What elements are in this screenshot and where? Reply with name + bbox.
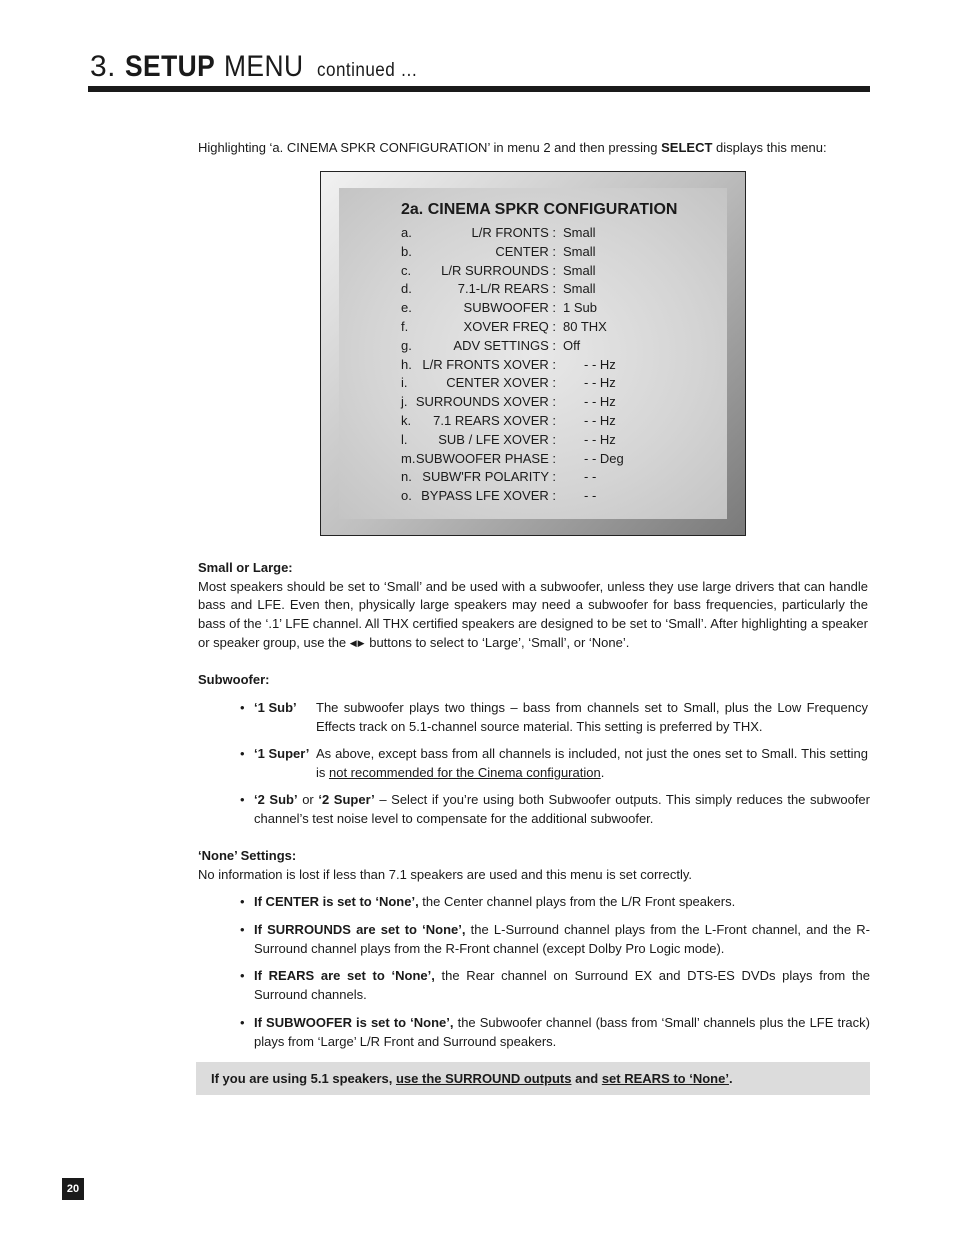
none-settings-section xyxy=(198,847,868,884)
menu-row-letter: a. xyxy=(401,225,412,240)
header-rule xyxy=(88,86,870,92)
menu-row-letter: b. xyxy=(401,243,412,259)
menu-row-label: 7.1-L/R REARS : xyxy=(457,281,556,297)
page-number: 20 xyxy=(62,1178,84,1200)
menu-title: 2a. CINEMA SPKR CONFIGURATION xyxy=(401,201,678,218)
intro-after: displays this menu: xyxy=(712,140,827,155)
none-item-text: If SUBWOOFER is set to ‘None’, the Subwoofer channel (bass from ‘Small’ channels plus the LFE track) plays from ‘Large’ L/R Front and Surround speakers. xyxy=(254,1015,870,1049)
bullet-dot: • xyxy=(240,700,245,715)
menu-row xyxy=(401,262,721,281)
menu-row-letter: k. xyxy=(401,412,412,428)
subwoofer-item-1super xyxy=(240,745,870,783)
menu-row-value: 80 THX xyxy=(563,318,607,334)
menu-row-label: SUB / LFE XOVER : xyxy=(438,431,556,447)
surround-outputs-link: use the SURROUND outputs xyxy=(395,1071,572,1086)
intro-select-keyword: SELECT xyxy=(661,140,713,155)
menu-row-label: SURROUNDS XOVER : xyxy=(415,394,556,410)
menu-rows xyxy=(401,224,721,506)
menu-row-letter: g. xyxy=(401,337,412,353)
menu-row-label: L/R SURROUNDS : xyxy=(441,262,556,278)
menu-row-value: - - Hz xyxy=(584,356,616,372)
menu-row xyxy=(401,243,721,262)
menu-row xyxy=(401,450,721,469)
menu-row-value: Small xyxy=(563,262,596,278)
none-item-rears xyxy=(240,967,870,1005)
note-box xyxy=(196,1062,870,1095)
none-settings-text: No information is lost if less than 7.1 speakers are used and this menu is set correctly. xyxy=(198,866,692,882)
menu-row-letter: c. xyxy=(401,262,412,278)
title-continued: continued … xyxy=(317,60,419,81)
menu-row-label: SUBW'FR POLARITY : xyxy=(422,469,556,485)
subwoofer-desc: The subwoofer plays two things – bass from channels set to Small, plus the Low Frequency Effects track on 5.1-channel source material. This setting is preferred by THX. xyxy=(316,700,868,734)
menu-row-label: CENTER XOVER : xyxy=(446,375,556,391)
menu-row-value: - - Hz xyxy=(584,431,616,447)
title-normal: MENU xyxy=(224,50,304,83)
menu-row-value: Small xyxy=(563,225,596,240)
menu-row-letter: d. xyxy=(401,281,412,297)
subwoofer-item-1sub xyxy=(240,699,870,737)
menu-row-label: XOVER FREQ : xyxy=(463,318,556,334)
page-header xyxy=(88,52,870,92)
subwoofer-section xyxy=(198,671,868,690)
menu-row xyxy=(401,318,721,337)
none-item-text: If REARS are set to ‘None’, the Rear channel on Surround EX and DTS-ES DVDs plays from the Surround channels. xyxy=(254,968,870,1002)
menu-row xyxy=(401,337,721,356)
menu-row xyxy=(401,374,721,393)
menu-row-label: SUBWOOFER PHASE : xyxy=(415,450,556,466)
menu-row-value: Small xyxy=(563,281,596,297)
menu-row-label: L/R FRONTS : xyxy=(471,225,556,240)
left-right-arrows-icon: ◀▶ xyxy=(349,637,366,648)
menu-row-label: SUBWOOFER : xyxy=(463,300,556,316)
menu-row-letter: f. xyxy=(401,318,409,334)
menu-row-letter: o. xyxy=(401,488,412,504)
menu-row-value: - - Hz xyxy=(584,412,616,428)
menu-row xyxy=(401,487,721,506)
menu-screen xyxy=(320,171,746,536)
intro-text xyxy=(198,139,827,157)
small-large-heading: Small or Large: xyxy=(198,560,293,575)
none-item-surrounds xyxy=(240,921,870,959)
menu-row xyxy=(401,224,721,243)
menu-row-value: Off xyxy=(563,337,581,353)
menu-row-value: - - Deg xyxy=(584,450,624,466)
menu-row-value: 1 Sub xyxy=(563,300,597,316)
menu-row xyxy=(401,468,721,487)
menu-row-letter: i. xyxy=(401,375,408,391)
menu-row-letter: l. xyxy=(401,431,408,447)
menu-row xyxy=(401,356,721,375)
small-large-text: Most speakers should be set to ‘Small’ and be used with a subwoofer, unless they use large drivers that can handle bass and LFE. Even then, physically large speakers may need a subwoofer for bass frequencies, particularly the bass of the ‘.1’ LFE channel. All THX certified speakers are designed to be set to ‘Small’. After highlighting a speaker or speaker group, use the ◀▶ buttons to select to ‘Large’, ‘Small’, or ‘None’. xyxy=(198,578,868,653)
none-item-text: If SURROUNDS are set to ‘None’, the L-Surround channel plays from the L-Front channel, and the R-Surround channel plays from the R-Front channel (except Dolby Pro Logic mode). xyxy=(254,922,870,956)
menu-row-value: - - Hz xyxy=(584,394,616,410)
menu-row-value: - - xyxy=(584,488,597,504)
subwoofer-desc: As above, except bass from all channels is included, not just the ones set to Small. This setting is not recommended for the Cinema configuration. xyxy=(316,746,868,780)
menu-row-label: ADV SETTINGS : xyxy=(453,337,556,353)
bullet-dot: • xyxy=(240,792,245,807)
subwoofer-heading: Subwoofer: xyxy=(198,672,270,687)
note-text: If you are using 5.1 speakers, use the SURROUND outputs and set REARS to ‘None’. xyxy=(211,1071,733,1086)
menu-row-letter: j. xyxy=(401,394,408,410)
section-number: 3. xyxy=(90,50,117,83)
page-title xyxy=(90,52,430,86)
rears-none-link: set REARS to ‘None’ xyxy=(601,1071,729,1086)
bullet-dot: • xyxy=(240,1015,245,1030)
menu-row xyxy=(401,431,721,450)
intro-before: Highlighting ‘a. CINEMA SPKR CONFIGURATION’ in menu 2 and then pressing xyxy=(198,140,662,155)
menu-row-letter: e. xyxy=(401,300,412,316)
menu-row-value: Small xyxy=(563,243,596,259)
menu-row-label: L/R FRONTS XOVER : xyxy=(422,356,556,372)
not-recommended-link: not recommended for the Cinema configuration xyxy=(329,764,601,780)
menu-row-letter: h. xyxy=(401,356,412,372)
menu-row xyxy=(401,280,721,299)
none-item-center xyxy=(240,893,870,913)
title-bold: SETUP xyxy=(124,50,216,83)
subwoofer-term: ‘1 Super’ xyxy=(254,746,310,761)
menu-row-label: CENTER : xyxy=(495,243,556,259)
menu-row xyxy=(401,412,721,431)
bullet-dot: • xyxy=(240,968,245,983)
menu-row-label: 7.1 REARS XOVER : xyxy=(433,412,556,428)
menu-row-letter: n. xyxy=(401,469,412,485)
bullet-dot: • xyxy=(240,746,245,761)
menu-row-label: BYPASS LFE XOVER : xyxy=(421,488,556,504)
menu-row xyxy=(401,393,721,412)
bullet-dot: • xyxy=(240,922,245,937)
none-item-text: If CENTER is set to ‘None’, the Center channel plays from the L/R Front speakers. xyxy=(254,894,736,909)
subwoofer-desc: ‘2 Sub’ or ‘2 Super’ – Select if you’re using both Subwoofer outputs. This simply reduces the subwoofer channel’s test noise level to compensate for the additional subwoofer. xyxy=(254,792,870,826)
none-settings-heading: ‘None’ Settings: xyxy=(198,848,297,863)
bullet-dot: • xyxy=(240,894,245,909)
menu-row-value: - - xyxy=(584,469,597,485)
none-item-subwoofer xyxy=(240,1014,870,1052)
subwoofer-item-2sub xyxy=(240,791,870,829)
menu-row-letter: m. xyxy=(401,450,416,466)
menu-row-value: - - Hz xyxy=(584,375,616,391)
subwoofer-term: ‘1 Sub’ xyxy=(254,700,297,715)
menu-row xyxy=(401,299,721,318)
small-large-section xyxy=(198,559,868,653)
